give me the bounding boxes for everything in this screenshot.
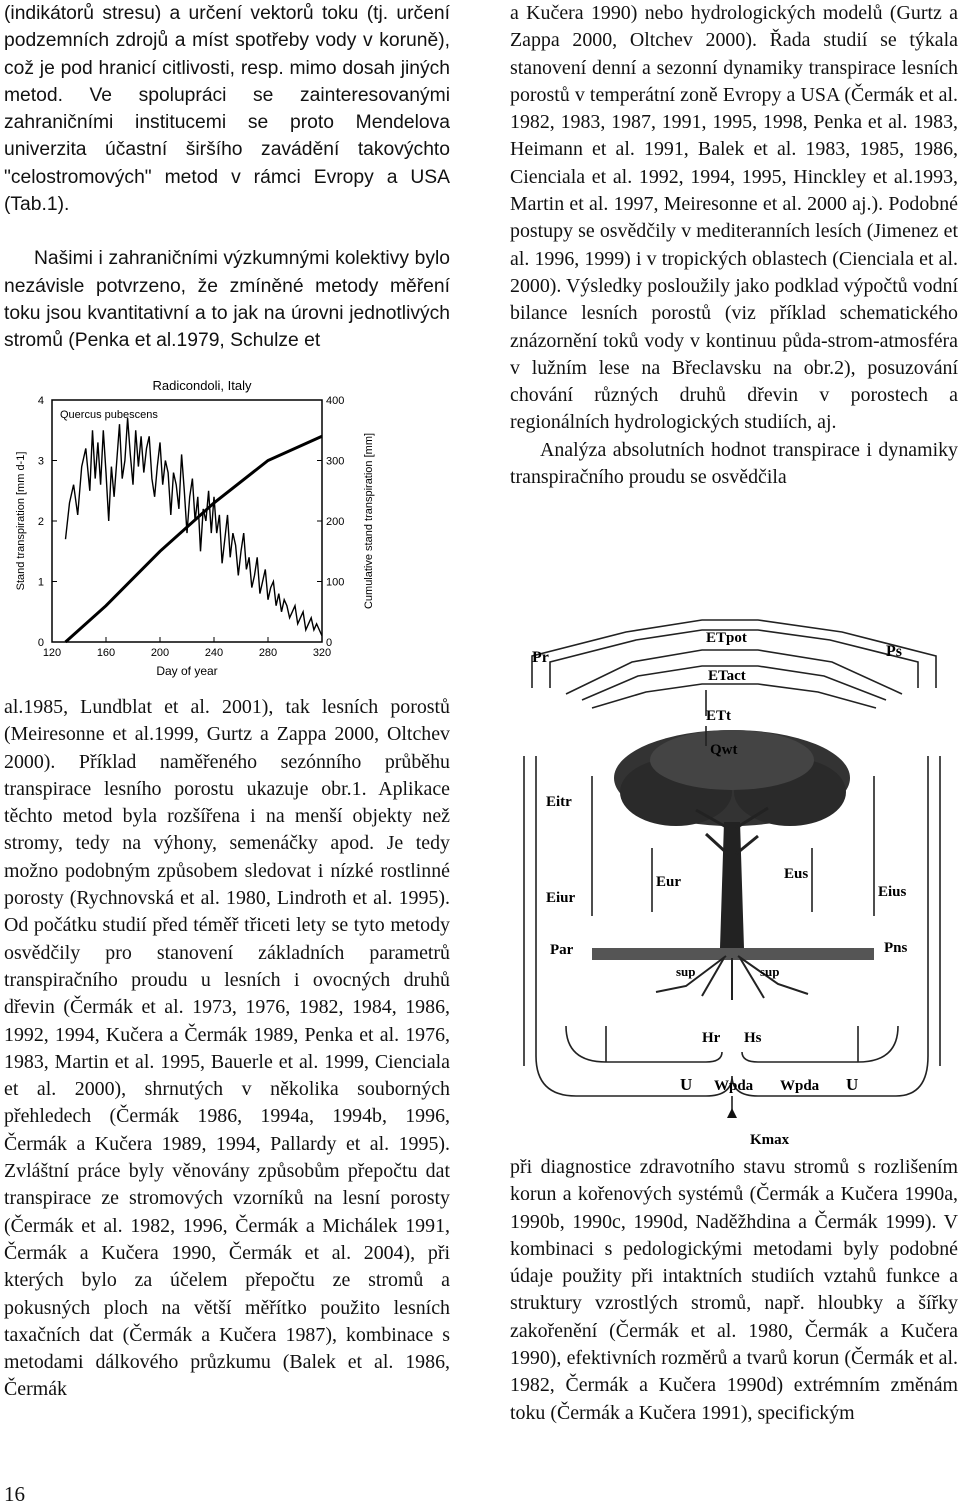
water-flux-schematic (506, 596, 958, 1148)
y2-tick-label: 0 (326, 637, 333, 649)
label-eius: Eius (878, 884, 907, 900)
label-pns: Pns (884, 940, 908, 956)
label-u-right: U (846, 1075, 859, 1094)
series-line-daily (66, 418, 323, 636)
label-wpda-right: Wpda (780, 1078, 820, 1094)
label-ett: ETt (706, 708, 732, 724)
label-etpot: ETpot (706, 630, 747, 646)
y2-tick-label: 300 (326, 455, 345, 468)
paragraph: Našimi i zahraničními výzkumnými kolektivy bylo nezávisle potvrzeno, že zmíněné metody měření toku jsou kvantitativní a to jak na úrovni jednotlivých stromů (Penka et al.1979, Schulze et (4, 248, 450, 352)
x-tick-label: 160 (96, 647, 116, 659)
series-line-cumulative (66, 436, 323, 642)
kmax-arrow-head (727, 1108, 737, 1118)
label-pr: Pr (532, 649, 549, 666)
left-column-bottom (4, 694, 450, 1404)
label-u-left: U (680, 1075, 693, 1094)
y2-tick-label: 400 (326, 395, 345, 407)
y-tick-label: 1 (37, 576, 44, 589)
paragraph: a Kučera 1990) nebo hydrologických modelů (Gurtz a Zappa 2000, Oltchev 2000). Řada studií se týkala stanovení denní a sezonní dynamiky transpirace lesních porostů v temperátní zoně Evropy a USA (Čermák et al. 1982, 1983, 1987, 1991, 1995, 1998, Penka et al. 1983, Heimann et al. 1991, Balek et al. 1983, 1985, 1986, Cienciala et al. 1992, 1994, 1995, Hinckley et al.1993, Martin et al. 1997, Meiresonne et al. 2000 aj.). Podobné postupy se osvědčily v mediteranních lesích (Jimenez et al. 1996, 1999) i v tropických oblastech (Cienciala et al. 2000). Výsledky posloužily jako podklad výpočtů vodní bilance lesních porostů (viz příklad schematického znázornění toků vody v kontinuu půda-strom-atmosféra v lužním lese na Břeclavsku na obr.2), posuzování chování různých druhů dřevin v porostech a regionálních hydrologických studiích, aj. (510, 2, 958, 434)
x-tick-label: 120 (42, 647, 62, 659)
label-hr: Hr (702, 1030, 721, 1046)
transpiration-chart (0, 372, 380, 684)
label-etact: ETact (708, 668, 746, 684)
x-tick-label: 240 (204, 647, 224, 659)
right-column-top (510, 0, 958, 491)
label-eur: Eur (656, 874, 682, 890)
paragraph: při diagnostice zdravotního stavu stromů s rozlišením korun a kořenových systémů (Čermák a Kučera 1990a, 1990b, 1990c, 1990d, Naděžhdina a Čermák 1999). V kombinaci s pedologickými metodami byly podobné údaje použity při intaktních studiích vztahů funkce a struktury vzrostlých stromů, např. hloubky a šířky zakořenění (Čermák et al. 1980, Čermák a Kučera 1990), efektivních rozměrů a tvarů korun (Čermák et al. 1982, Čermák a Kučera 1990d) extrémním změnám toku (Čermák a Kučera 1991), specifickým (510, 1156, 958, 1424)
label-qwt: Qwt (710, 742, 738, 758)
y-tick-label: 0 (37, 637, 44, 649)
y2-axis-label: Cumulative stand transpiration [mm] (363, 432, 375, 610)
x-tick-label: 280 (258, 647, 278, 659)
label-wpda-left: Wpda (714, 1078, 754, 1094)
label-kmax: Kmax (750, 1132, 790, 1148)
y-tick-label: 3 (37, 455, 44, 468)
label-eitr: Eitr (546, 794, 572, 810)
label-par: Par (550, 942, 574, 958)
label-eus: Eus (784, 866, 809, 882)
tree-trunk (720, 822, 744, 948)
chart-annotation: Quercus pubescens (60, 409, 158, 421)
paragraph: (indikátorů stresu) a určení vektorů toku (tj. určení podzemních zdrojů a míst spotřeby vody v koruně), což je pod hranicí citlivosti, resp. mimo dosah jiných metod. Ve spolupráci se zainteresovanými zahraničními institucemi se proto Mendelova univerzita účastní širšího zavádění takovýchto "celostromových" metod v rámci Evropy a USA (Tab.1). (4, 3, 450, 216)
label-sup-left: sup (676, 964, 696, 979)
y-tick-label: 4 (37, 395, 44, 407)
right-column-bottom (510, 1154, 958, 1427)
x-axis-label: Day of year (156, 664, 218, 678)
label-ps: Ps (886, 643, 902, 660)
page-number: 16 (4, 1482, 25, 1506)
paragraph: al.1985, Lundblat et al. 2001), tak lesních porostů (Meiresonne et al.1999, Gurtz a Zappa 2000, Oltchev 2000). Příklad naměřeného sezónního průběhu transpirace lesního porostu ukazuje obr.1. Aplikace těchto metod byla rozšířena i na menší objekty než stromy, tedy na výhony, semenáčky apod. Je tedy možno podobným způsobem sledovat i nízké rostlinné porosty (Rychnovská et al. 1980, Lindroth et al. 1995). Od počátku studií před téměř třiceti lety se tyto metody osvědčily pro stanovení základních parametrů transpiračního proudu u lesních i ovocných druhů dřevin (Čermák et al. 1973, 1976, 1982, 1984, 1986, 1992, 1994, Kučera a Čermák 1989, Penka et al. 1976, 1983, Martin et al. 1995, Bauerle et al. 1999, Cienciala et al. 2000), shrnutých v několika souborných přehledech (Čermák 1986, 1994a, 1994b, 1996, Čermák a Kučera 1989, 1994, Pallardy et al. 1995). Zvláštní práce byly věnovány způsobům přepočtu dat transpirace ze stromových vzorníků na lesní porosty (Čermák et al. 1982, 1996, Čermák a Michálek 1991, Čermák a Kučera 1990, Čermák et al. 2004), při kterých bylo za účelem přepočtu ze stromů a pokusných ploch na větší měřítko použito lesních taxačních dat (Čermák a Kučera 1987), kombinace s metodami dálkového průzkumu (Balek et al. 1986, Čermák (4, 696, 450, 1401)
label-hs: Hs (744, 1030, 762, 1046)
label-sup-right: sup (760, 964, 780, 979)
x-tick-label: 320 (312, 647, 332, 659)
y-tick-label: 2 (37, 516, 44, 528)
y-axis-label: Stand transpiration [mm d-1] (15, 451, 27, 591)
label-eiur: Eiur (546, 890, 576, 906)
left-column-top (4, 0, 450, 355)
paragraph: Analýza absolutních hodnot transpirace i dynamiky transpiračního proudu se osvědčila (510, 438, 958, 489)
chart-title: Radicondoli, Italy (152, 378, 252, 393)
x-tick-label: 200 (150, 647, 170, 659)
y2-tick-label: 200 (326, 516, 345, 528)
y2-tick-label: 100 (326, 576, 345, 589)
